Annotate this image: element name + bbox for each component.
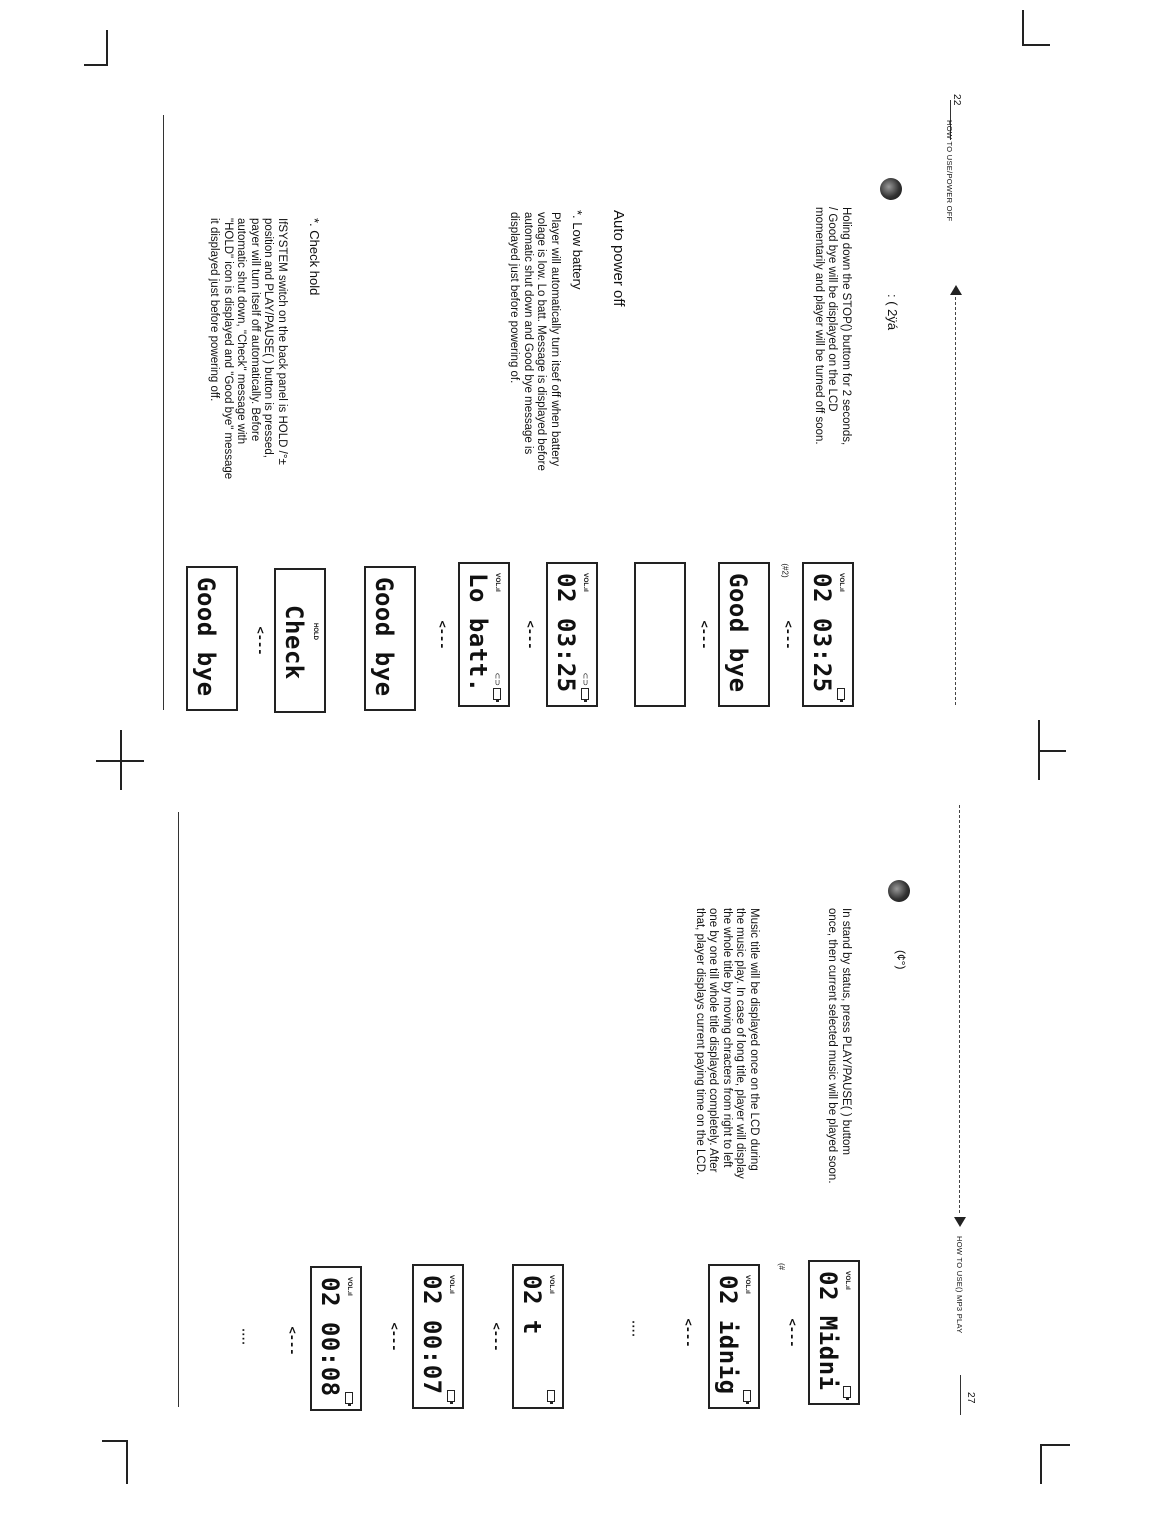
battery-icon <box>447 1390 455 1402</box>
lcd-text: 02 t <box>518 1275 546 1335</box>
text-line: automatic shut down, "Check" message with <box>235 218 248 445</box>
lcd-display <box>458 562 510 707</box>
text-line: Player will automatically turn itsef off when battery <box>549 212 561 467</box>
dashed-line <box>955 297 956 705</box>
page-rule <box>163 115 164 710</box>
text-line: automatic shut down and Good bye message is <box>522 212 534 455</box>
lcd-display <box>364 566 416 711</box>
crop-mark <box>96 760 144 762</box>
lcd-display <box>274 568 326 713</box>
text-line: momentarily and player will be turned off soon. <box>813 207 825 445</box>
text-line: volage is low. Lo batt. Message is displayed before <box>535 212 548 471</box>
text-line: In stand by status, press PLAY/PAUSE( ) buttom <box>840 908 852 1155</box>
volume-indicator: VOL.ıl <box>448 1275 455 1294</box>
battery-low-icon <box>493 688 501 700</box>
lcd-display <box>310 1266 362 1411</box>
arrow-down-icon: <--- <box>387 1322 402 1352</box>
ellipsis: .... <box>239 1328 254 1346</box>
arrow-down-icon: <--- <box>253 626 268 656</box>
lcd-display <box>808 1260 860 1405</box>
volume-indicator: VOL.ıl <box>548 1275 555 1294</box>
arrow-down-icon: <--- <box>785 1318 800 1348</box>
crop-mark <box>1022 44 1050 46</box>
arrow-down-icon: <--- <box>523 620 538 650</box>
lcd-display <box>718 562 770 707</box>
lcd-text: Good bye <box>192 577 220 697</box>
volume-indicator: VOL.ıl <box>744 1275 751 1294</box>
text-line: IfSYSTEM switch on the back panel is HOLD /°± <box>276 218 288 465</box>
lcd-text: Lo batt. <box>464 573 492 693</box>
page-header-right: HOW TO USE() MP3 PLAY <box>955 1236 964 1334</box>
crop-mark <box>1038 750 1066 752</box>
intro-text-right <box>825 908 852 1184</box>
volume-indicator: VOL.ıl <box>494 573 501 592</box>
text-line: / Good bye will be displayed on the LCD <box>826 207 839 412</box>
text-line: Holing down the STOP() buttom for 2 seconds, <box>840 207 852 446</box>
battery-low-icon <box>581 688 589 700</box>
note-label-left: (#2) <box>780 563 790 578</box>
section-bullet-icon <box>880 178 902 200</box>
lcd-text: 02 00:08 <box>316 1277 344 1397</box>
lcd-display-blank <box>634 562 686 707</box>
lcd-text: 02 03:25 <box>808 573 836 693</box>
section-mark-left: : ( 2ÿá <box>885 294 900 331</box>
lcd-display <box>708 1264 760 1409</box>
battery-icon <box>843 1386 851 1398</box>
page-number-left: 22 <box>951 94 962 106</box>
dashed-line <box>959 805 960 1213</box>
text-line: that, player displays current paying time on the LCD. <box>694 908 706 1176</box>
section-bullet-icon <box>888 880 910 902</box>
battery-icon <box>743 1390 751 1402</box>
arrow-down-icon: <--- <box>781 620 796 650</box>
arrow-down-icon: <--- <box>489 1322 504 1352</box>
crop-mark <box>1040 1444 1042 1484</box>
text-line: "HOLD" icon is displayed and "Good bye" message <box>222 218 234 480</box>
low-battery-text <box>507 212 561 471</box>
arrow-down-icon: <--- <box>435 620 450 650</box>
text-line: the music play. In case of long title, player will display <box>734 908 747 1179</box>
status-icons: ⊂⊃ <box>581 672 590 686</box>
section-mark-right: (¢°) <box>894 950 908 970</box>
ellipsis: .... <box>629 1320 644 1338</box>
lcd-text: 02 idnig <box>714 1275 742 1395</box>
text-line: the whole title by moving chracters from right to left <box>721 908 733 1168</box>
auto-power-off-heading: Auto power off <box>610 210 627 307</box>
crop-mark <box>106 30 108 66</box>
page-rule <box>178 812 179 1407</box>
text-line: once, then current selected music will be played soon. <box>826 908 839 1184</box>
lcd-display <box>546 562 598 707</box>
crop-mark <box>1040 1444 1070 1446</box>
lcd-display <box>512 1264 564 1409</box>
lcd-display <box>186 566 238 711</box>
page-number-right: 27 <box>965 1392 976 1404</box>
crop-mark <box>102 1440 128 1442</box>
text-line: one by one till whole title displayed completely. After <box>707 908 720 1173</box>
intro-text-left <box>812 207 853 445</box>
text-line: it displayed just before powering off. <box>208 218 221 402</box>
lcd-text: Good bye <box>370 577 398 697</box>
volume-indicator: VOL.ıl <box>582 573 589 592</box>
arrow-down-icon: <--- <box>697 620 712 650</box>
lcd-text: 02 03:25 <box>552 573 580 693</box>
volume-indicator: VOL.ıl <box>346 1277 353 1296</box>
crop-mark <box>126 1440 128 1484</box>
header-rule <box>960 1375 961 1415</box>
battery-icon <box>345 1392 353 1404</box>
page-header-left: HOW TO USE/POWER OFF <box>945 120 954 222</box>
lcd-display <box>412 1264 464 1409</box>
volume-indicator: VOL.ıl <box>838 573 845 592</box>
hold-icon: HOLD <box>312 623 318 640</box>
arrow-down-icon: <--- <box>681 1318 696 1348</box>
arrow-left-icon <box>950 285 962 295</box>
text-line: position and PLAY/PAUSE( ) button is pressed, <box>262 218 275 458</box>
text-line: displayed just before powering of. <box>508 212 521 384</box>
text-line: Music title will be displayed once on the LCD during <box>748 908 760 1171</box>
check-hold-text <box>207 218 288 479</box>
lcd-text: Check <box>280 605 308 680</box>
arrow-down-icon: <--- <box>285 1326 300 1356</box>
lcd-text: 02 Midni <box>814 1271 842 1391</box>
crop-mark <box>84 64 108 66</box>
battery-icon <box>837 688 845 700</box>
lcd-text: Good bye <box>724 573 752 693</box>
check-hold-heading: *. Check hold <box>307 218 322 296</box>
lcd-display <box>802 562 854 707</box>
body-text-right <box>693 908 761 1179</box>
crop-mark <box>1022 10 1024 46</box>
arrow-right-icon <box>954 1217 966 1227</box>
note-label-right: (# <box>777 1262 787 1271</box>
battery-icon <box>547 1390 555 1402</box>
volume-indicator: VOL.ıl <box>844 1271 851 1290</box>
status-icons: ⊂⊃ <box>493 672 502 686</box>
low-battery-heading: *. Low battery <box>570 210 585 290</box>
text-line: payer will turn itself off automatically. Before <box>249 218 261 442</box>
lcd-text: 02 00:07 <box>418 1275 446 1395</box>
